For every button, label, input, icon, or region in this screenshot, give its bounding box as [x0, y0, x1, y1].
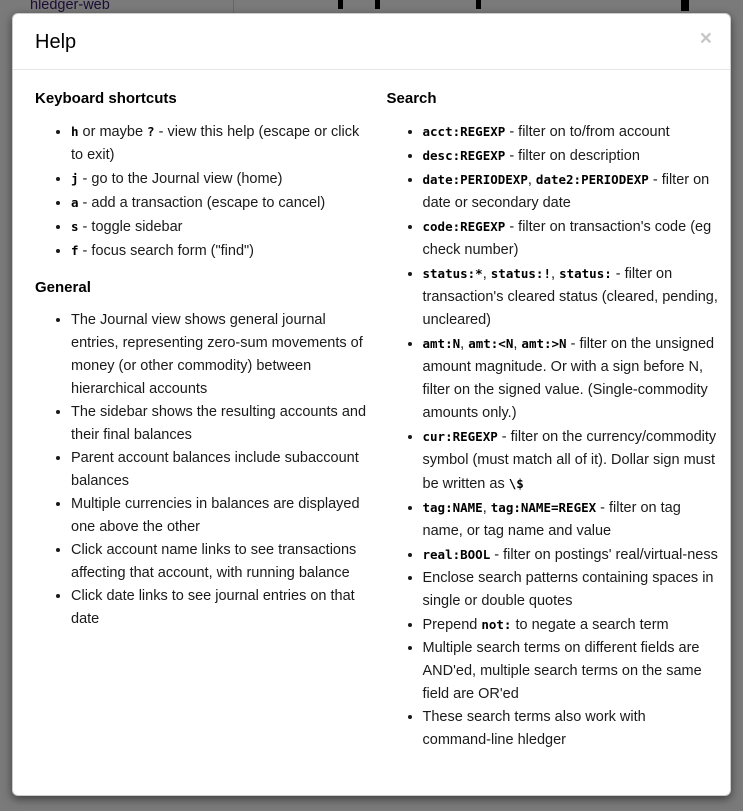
text-segment: - toggle sidebar — [78, 219, 183, 235]
code-term: amt:<N — [468, 336, 514, 351]
help-list — [387, 120, 719, 752]
code-term: a — [71, 195, 79, 210]
text-segment: - filter on transaction's cleared status (cleared, pending, uncleared) — [422, 266, 718, 328]
section-heading: General — [35, 279, 91, 296]
text-segment: Multiple currencies in balances are displayed one above the other — [71, 496, 360, 535]
modal-header — [13, 14, 730, 70]
list-item — [71, 493, 371, 539]
list-item — [423, 637, 719, 706]
code-term: s — [71, 219, 79, 234]
close-button[interactable] — [700, 28, 712, 49]
code-term: tag:NAME=REGEX — [490, 500, 597, 515]
modal-title: Help — [35, 31, 77, 53]
list-item — [423, 543, 719, 567]
code-term: amt:N — [422, 336, 461, 351]
modal-body — [13, 70, 730, 786]
help-modal — [12, 13, 731, 796]
list-item — [71, 539, 371, 585]
text-segment: Click account name links to see transactions affecting that account, with running balance — [71, 542, 357, 581]
list-item — [423, 613, 719, 637]
list-item — [71, 585, 371, 631]
text-segment: - filter on the currency/commodity symbol (must match all of it). Dollar sign must be written as — [422, 429, 717, 492]
help-list — [35, 120, 371, 263]
code-term: tag:NAME — [422, 500, 483, 515]
code-term: h — [71, 124, 79, 139]
left-column — [35, 90, 377, 762]
list-item — [423, 567, 719, 613]
close-icon: × — [699, 27, 712, 50]
code-term: cur:REGEXP — [422, 429, 498, 444]
text-segment: , — [513, 336, 522, 352]
list-item — [423, 332, 719, 425]
code-term: ? — [147, 124, 155, 139]
text-segment: , — [527, 172, 536, 188]
help-section — [35, 279, 371, 631]
list-item — [423, 425, 719, 496]
text-segment: - focus search form ("find") — [78, 243, 255, 259]
list-item — [71, 239, 371, 263]
list-item — [71, 167, 371, 191]
code-term: status: — [559, 266, 612, 281]
code-term: not: — [481, 617, 512, 632]
text-segment: Parent account balances include subaccount balances — [71, 450, 359, 489]
text-segment: - filter on the unsigned amount magnitude. Or with a sign before N, filter on the signed value. (Single-commodity amounts only.) — [422, 336, 715, 421]
list-item — [423, 120, 719, 144]
text-segment: Enclose search patterns containing spaces in single or double quotes — [422, 570, 714, 609]
section-heading: Keyboard shortcuts — [35, 90, 177, 107]
right-column — [377, 90, 719, 762]
text-segment: , — [551, 266, 560, 282]
list-item — [423, 496, 719, 543]
code-term: amt:>N — [521, 336, 567, 351]
code-term: status:* — [422, 266, 483, 281]
list-item — [71, 309, 371, 401]
text-segment: These search terms also work with command-line hledger — [422, 709, 646, 748]
list-item — [71, 401, 371, 447]
text-segment: - view this help (escape or click to exit) — [71, 124, 360, 163]
code-term: desc:REGEXP — [422, 148, 506, 163]
list-item — [423, 144, 719, 168]
text-segment: The sidebar shows the resulting accounts and their final balances — [71, 404, 367, 443]
text-segment: - filter on postings' real/virtual-ness — [490, 547, 718, 563]
code-term: date:PERIODEXP — [422, 172, 528, 187]
list-item — [71, 447, 371, 493]
text-segment: - filter on date or secondary date — [422, 172, 710, 211]
help-section — [35, 90, 371, 263]
text-segment: , — [482, 266, 491, 282]
code-term: f — [71, 243, 79, 258]
text-segment: - go to the Journal view (home) — [78, 171, 283, 187]
list-item — [423, 168, 719, 215]
code-term: real:BOOL — [422, 547, 491, 562]
list-item — [71, 120, 371, 167]
code-term: \$ — [508, 476, 524, 491]
text-segment: - add a transaction (escape to cancel) — [78, 195, 326, 211]
text-segment: Multiple search terms on different fields are AND'ed, multiple search terms on the same field are OR'ed — [422, 640, 702, 702]
list-item — [423, 262, 719, 332]
section-heading: Search — [386, 90, 437, 107]
list-item — [71, 191, 371, 215]
help-list — [35, 309, 371, 631]
text-segment: - filter on transaction's code (eg check number) — [422, 219, 712, 258]
code-term: code:REGEXP — [422, 219, 506, 234]
text-segment: or maybe — [78, 124, 148, 140]
code-term: status:! — [490, 266, 551, 281]
help-section — [387, 90, 719, 752]
text-segment: , — [460, 336, 469, 352]
code-term: date2:PERIODEXP — [535, 172, 649, 187]
text-segment: - filter on description — [505, 148, 640, 164]
list-item — [423, 706, 719, 752]
list-item — [71, 215, 371, 239]
text-segment: - filter on to/from account — [505, 124, 670, 140]
text-segment: , — [482, 500, 491, 516]
text-segment: to negate a search term — [511, 617, 669, 633]
text-segment: - filter on tag name, or tag name and value — [422, 500, 681, 539]
text-segment: The Journal view shows general journal entries, representing zero-sum movements of money (or other commodity) between hierarchical accounts — [71, 312, 363, 397]
code-term: acct:REGEXP — [422, 124, 506, 139]
list-item — [423, 215, 719, 262]
text-segment: Prepend — [422, 617, 482, 633]
code-term: j — [71, 171, 79, 186]
text-segment: Click date links to see journal entries on that date — [71, 588, 355, 627]
